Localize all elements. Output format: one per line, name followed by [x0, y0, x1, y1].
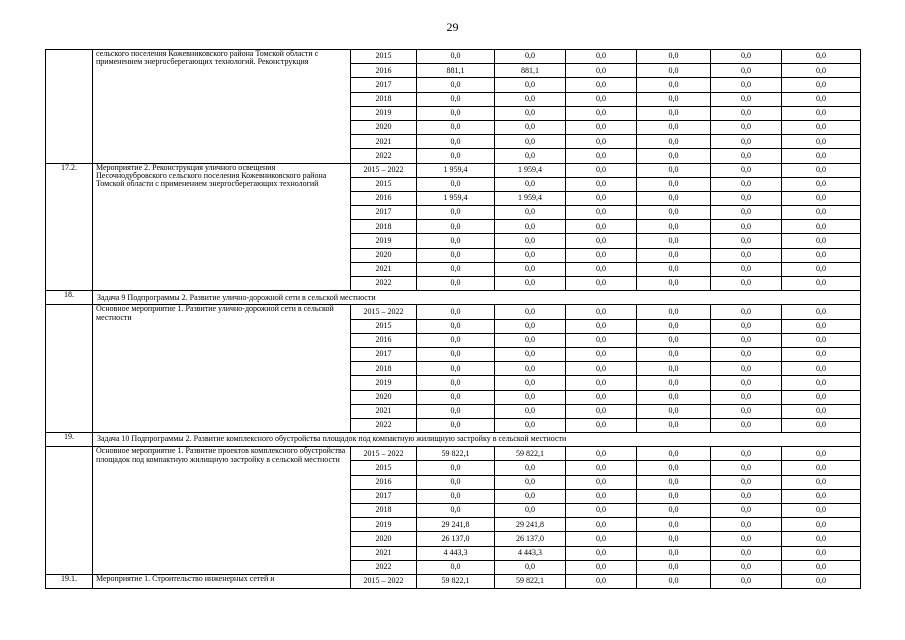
value-cell: 0,0	[637, 447, 711, 461]
value-cell: 0,0	[495, 206, 566, 220]
value-cell: 0,0	[495, 220, 566, 234]
value-cell: 0,0	[637, 390, 711, 404]
value-cell: 0,0	[782, 64, 861, 78]
value-cell: 0,0	[566, 376, 637, 390]
value-cell: 0,0	[417, 135, 495, 149]
value-cell: 0,0	[782, 347, 861, 361]
value-cell: 0,0	[711, 50, 782, 64]
value-cell: 0,0	[637, 518, 711, 532]
task-row	[46, 433, 861, 447]
value-cell: 0,0	[782, 120, 861, 134]
year-cell: 2015 – 2022	[351, 574, 417, 588]
value-cell: 0,0	[417, 504, 495, 518]
row-number: 18.	[46, 291, 93, 305]
value-cell: 0,0	[711, 92, 782, 106]
year-cell: 2018	[351, 220, 417, 234]
value-cell: 0,0	[711, 333, 782, 347]
row-number: 19.	[46, 433, 93, 447]
value-cell: 0,0	[637, 333, 711, 347]
value-cell: 0,0	[495, 50, 566, 64]
value-cell: 0,0	[637, 574, 711, 588]
year-cell: 2020	[351, 390, 417, 404]
task-title: Задача 10 Подпрограммы 2. Развитие комплексного обустройства площадок под компактную жилищную застройку в сельской местности	[93, 433, 861, 447]
value-cell: 0,0	[782, 376, 861, 390]
value-cell: 0,0	[711, 376, 782, 390]
value-cell: 0,0	[782, 50, 861, 64]
value-cell: 0,0	[566, 50, 637, 64]
value-cell: 0,0	[417, 390, 495, 404]
value-cell: 1 959,4	[417, 191, 495, 205]
table-row	[46, 447, 861, 461]
value-cell: 0,0	[417, 234, 495, 248]
value-cell: 0,0	[711, 560, 782, 574]
value-cell: 0,0	[782, 504, 861, 518]
value-cell: 0,0	[782, 277, 861, 291]
value-cell: 0,0	[782, 262, 861, 276]
value-cell: 0,0	[711, 163, 782, 177]
value-cell: 0,0	[637, 376, 711, 390]
value-cell: 0,0	[711, 475, 782, 489]
value-cell: 0,0	[417, 92, 495, 106]
value-cell: 0,0	[495, 120, 566, 134]
row-number	[46, 305, 93, 433]
value-cell: 0,0	[495, 177, 566, 191]
value-cell: 0,0	[417, 489, 495, 503]
value-cell: 0,0	[566, 560, 637, 574]
value-cell: 0,0	[417, 461, 495, 475]
value-cell: 0,0	[637, 120, 711, 134]
value-cell: 0,0	[637, 177, 711, 191]
value-cell: 0,0	[417, 50, 495, 64]
value-cell: 0,0	[566, 390, 637, 404]
value-cell: 0,0	[637, 149, 711, 163]
value-cell: 0,0	[417, 106, 495, 120]
program-funding-table	[45, 49, 861, 589]
value-cell: 0,0	[711, 461, 782, 475]
value-cell: 0,0	[495, 262, 566, 276]
activity-title: сельского поселения Кожевниковского района Томской области с применением энергосберегающих технологий. Реконструкция	[93, 50, 351, 164]
value-cell: 0,0	[417, 418, 495, 432]
value-cell: 0,0	[566, 504, 637, 518]
value-cell: 0,0	[495, 347, 566, 361]
year-cell: 2020	[351, 532, 417, 546]
value-cell: 0,0	[711, 305, 782, 319]
value-cell: 0,0	[566, 135, 637, 149]
year-cell: 2015	[351, 461, 417, 475]
value-cell: 0,0	[566, 305, 637, 319]
value-cell: 0,0	[711, 546, 782, 560]
value-cell: 0,0	[495, 234, 566, 248]
year-cell: 2017	[351, 78, 417, 92]
value-cell: 0,0	[566, 574, 637, 588]
value-cell: 0,0	[566, 418, 637, 432]
value-cell: 0,0	[782, 305, 861, 319]
value-cell: 0,0	[637, 206, 711, 220]
value-cell: 0,0	[566, 404, 637, 418]
value-cell: 59 822,1	[495, 447, 566, 461]
value-cell: 0,0	[637, 489, 711, 503]
value-cell: 0,0	[782, 574, 861, 588]
row-number	[46, 447, 93, 575]
value-cell: 0,0	[711, 191, 782, 205]
table-row	[46, 50, 861, 64]
value-cell: 0,0	[711, 418, 782, 432]
value-cell: 0,0	[495, 135, 566, 149]
value-cell: 0,0	[566, 248, 637, 262]
value-cell: 0,0	[566, 163, 637, 177]
value-cell: 0,0	[782, 149, 861, 163]
value-cell: 0,0	[495, 404, 566, 418]
value-cell: 0,0	[417, 305, 495, 319]
value-cell: 0,0	[711, 518, 782, 532]
value-cell: 0,0	[782, 319, 861, 333]
value-cell: 4 443,3	[495, 546, 566, 560]
value-cell: 0,0	[637, 163, 711, 177]
value-cell: 0,0	[566, 191, 637, 205]
year-cell: 2019	[351, 106, 417, 120]
value-cell: 0,0	[711, 135, 782, 149]
value-cell: 0,0	[566, 319, 637, 333]
value-cell: 0,0	[711, 248, 782, 262]
year-cell: 2015 – 2022	[351, 447, 417, 461]
value-cell: 0,0	[637, 220, 711, 234]
value-cell: 0,0	[566, 447, 637, 461]
value-cell: 0,0	[637, 191, 711, 205]
value-cell: 0,0	[711, 447, 782, 461]
value-cell: 59 822,1	[417, 447, 495, 461]
value-cell: 0,0	[782, 177, 861, 191]
value-cell: 0,0	[637, 546, 711, 560]
value-cell: 0,0	[782, 78, 861, 92]
year-cell: 2022	[351, 418, 417, 432]
value-cell: 0,0	[495, 78, 566, 92]
value-cell: 0,0	[566, 206, 637, 220]
value-cell: 0,0	[417, 149, 495, 163]
value-cell: 0,0	[495, 248, 566, 262]
value-cell: 59 822,1	[417, 574, 495, 588]
value-cell: 0,0	[711, 319, 782, 333]
value-cell: 0,0	[637, 532, 711, 546]
value-cell: 0,0	[495, 319, 566, 333]
value-cell: 0,0	[566, 78, 637, 92]
value-cell: 0,0	[782, 248, 861, 262]
value-cell: 0,0	[711, 262, 782, 276]
year-cell: 2017	[351, 347, 417, 361]
value-cell: 0,0	[637, 418, 711, 432]
value-cell: 0,0	[782, 475, 861, 489]
value-cell: 0,0	[495, 149, 566, 163]
value-cell: 29 241,8	[495, 518, 566, 532]
year-cell: 2020	[351, 120, 417, 134]
value-cell: 0,0	[495, 106, 566, 120]
year-cell: 2016	[351, 333, 417, 347]
value-cell: 0,0	[566, 106, 637, 120]
value-cell: 0,0	[566, 262, 637, 276]
year-cell: 2022	[351, 277, 417, 291]
value-cell: 0,0	[782, 106, 861, 120]
activity-title: Основное мероприятие 1. Развитие проектов комплексного обустройства площадок под компактную жилищную застройку в сельской местности	[93, 447, 351, 575]
value-cell: 0,0	[495, 92, 566, 106]
value-cell: 4 443,3	[417, 546, 495, 560]
value-cell: 0,0	[637, 404, 711, 418]
value-cell: 0,0	[782, 234, 861, 248]
value-cell: 0,0	[711, 120, 782, 134]
year-cell: 2015	[351, 177, 417, 191]
value-cell: 1 959,4	[417, 163, 495, 177]
value-cell: 0,0	[782, 191, 861, 205]
value-cell: 0,0	[637, 248, 711, 262]
value-cell: 0,0	[711, 362, 782, 376]
value-cell: 0,0	[495, 418, 566, 432]
value-cell: 26 137,0	[495, 532, 566, 546]
value-cell: 0,0	[417, 120, 495, 134]
value-cell: 0,0	[637, 262, 711, 276]
value-cell: 0,0	[711, 106, 782, 120]
value-cell: 0,0	[566, 532, 637, 546]
year-cell: 2019	[351, 376, 417, 390]
year-cell: 2018	[351, 504, 417, 518]
value-cell: 0,0	[417, 248, 495, 262]
year-cell: 2021	[351, 404, 417, 418]
year-cell: 2018	[351, 362, 417, 376]
year-cell: 2015 – 2022	[351, 305, 417, 319]
value-cell: 26 137,0	[417, 532, 495, 546]
row-number	[46, 50, 93, 164]
value-cell: 0,0	[495, 362, 566, 376]
value-cell: 0,0	[711, 404, 782, 418]
value-cell: 0,0	[566, 347, 637, 361]
value-cell: 0,0	[566, 475, 637, 489]
value-cell: 0,0	[417, 277, 495, 291]
value-cell: 0,0	[417, 206, 495, 220]
value-cell: 0,0	[495, 475, 566, 489]
year-cell: 2021	[351, 135, 417, 149]
value-cell: 0,0	[782, 404, 861, 418]
value-cell: 0,0	[637, 347, 711, 361]
value-cell: 0,0	[637, 305, 711, 319]
value-cell: 1 959,4	[495, 191, 566, 205]
value-cell: 0,0	[637, 461, 711, 475]
value-cell: 0,0	[711, 574, 782, 588]
value-cell: 0,0	[782, 206, 861, 220]
year-cell: 2016	[351, 475, 417, 489]
year-cell: 2016	[351, 191, 417, 205]
value-cell: 0,0	[782, 518, 861, 532]
year-cell: 2020	[351, 248, 417, 262]
value-cell: 59 822,1	[495, 574, 566, 588]
value-cell: 0,0	[566, 362, 637, 376]
value-cell: 0,0	[495, 560, 566, 574]
value-cell: 0,0	[637, 64, 711, 78]
value-cell: 0,0	[495, 277, 566, 291]
value-cell: 0,0	[566, 489, 637, 503]
value-cell: 0,0	[711, 234, 782, 248]
value-cell: 0,0	[566, 92, 637, 106]
year-cell: 2018	[351, 92, 417, 106]
value-cell: 0,0	[711, 177, 782, 191]
table-row	[46, 574, 861, 588]
value-cell: 0,0	[637, 277, 711, 291]
value-cell: 0,0	[711, 489, 782, 503]
value-cell: 0,0	[566, 546, 637, 560]
value-cell: 0,0	[782, 546, 861, 560]
table-row	[46, 305, 861, 319]
activity-title: Мероприятие 2. Реконструкция уличного освещения Песочнодубровского сельского поселения Кожевниковского района Томской области с применением энергосберегающих технологий	[93, 163, 351, 291]
value-cell: 0,0	[711, 347, 782, 361]
value-cell: 0,0	[495, 489, 566, 503]
value-cell: 0,0	[637, 92, 711, 106]
value-cell: 881,1	[495, 64, 566, 78]
activity-title: Основное мероприятие 1. Развитие улично-дорожной сети в сельской местности	[93, 305, 351, 433]
row-number: 17.2.	[46, 163, 93, 291]
value-cell: 0,0	[637, 106, 711, 120]
value-cell: 0,0	[637, 319, 711, 333]
value-cell: 0,0	[782, 390, 861, 404]
value-cell: 0,0	[566, 220, 637, 234]
value-cell: 0,0	[566, 234, 637, 248]
value-cell: 0,0	[495, 305, 566, 319]
year-cell: 2022	[351, 560, 417, 574]
value-cell: 0,0	[637, 135, 711, 149]
value-cell: 0,0	[417, 560, 495, 574]
value-cell: 0,0	[495, 376, 566, 390]
value-cell: 0,0	[782, 461, 861, 475]
value-cell: 0,0	[417, 376, 495, 390]
value-cell: 0,0	[711, 64, 782, 78]
year-cell: 2016	[351, 64, 417, 78]
value-cell: 0,0	[417, 475, 495, 489]
value-cell: 0,0	[782, 560, 861, 574]
value-cell: 0,0	[782, 362, 861, 376]
year-cell: 2021	[351, 262, 417, 276]
page-number: 29	[446, 20, 459, 34]
activity-title: Мероприятие 1. Строительство инженерных сетей и	[93, 574, 351, 588]
value-cell: 0,0	[711, 149, 782, 163]
task-title: Задача 9 Подпрограммы 2. Развитие улично-дорожной сети в сельской местности	[93, 291, 861, 305]
value-cell: 0,0	[637, 362, 711, 376]
value-cell: 0,0	[711, 206, 782, 220]
value-cell: 0,0	[566, 277, 637, 291]
value-cell: 29 241,8	[417, 518, 495, 532]
year-cell: 2015 – 2022	[351, 163, 417, 177]
value-cell: 0,0	[637, 234, 711, 248]
value-cell: 0,0	[711, 277, 782, 291]
value-cell: 0,0	[495, 504, 566, 518]
value-cell: 0,0	[417, 262, 495, 276]
year-cell: 2019	[351, 234, 417, 248]
value-cell: 0,0	[566, 120, 637, 134]
table-row	[46, 163, 861, 177]
value-cell: 0,0	[711, 532, 782, 546]
value-cell: 0,0	[637, 78, 711, 92]
value-cell: 0,0	[566, 518, 637, 532]
value-cell: 0,0	[782, 489, 861, 503]
value-cell: 1 959,4	[495, 163, 566, 177]
value-cell: 0,0	[782, 92, 861, 106]
value-cell: 0,0	[566, 149, 637, 163]
value-cell: 0,0	[417, 78, 495, 92]
value-cell: 0,0	[566, 64, 637, 78]
year-cell: 2017	[351, 489, 417, 503]
value-cell: 0,0	[782, 135, 861, 149]
value-cell: 0,0	[782, 447, 861, 461]
value-cell: 0,0	[637, 50, 711, 64]
value-cell: 0,0	[566, 177, 637, 191]
value-cell: 0,0	[711, 390, 782, 404]
year-cell: 2017	[351, 206, 417, 220]
value-cell: 0,0	[782, 532, 861, 546]
value-cell: 0,0	[417, 347, 495, 361]
value-cell: 0,0	[566, 461, 637, 475]
year-cell: 2015	[351, 319, 417, 333]
value-cell: 0,0	[417, 319, 495, 333]
year-cell: 2021	[351, 546, 417, 560]
value-cell: 0,0	[495, 390, 566, 404]
task-row	[46, 291, 861, 305]
value-cell: 0,0	[495, 333, 566, 347]
value-cell: 0,0	[417, 220, 495, 234]
value-cell: 0,0	[782, 220, 861, 234]
value-cell: 0,0	[417, 333, 495, 347]
value-cell: 0,0	[637, 475, 711, 489]
value-cell: 0,0	[782, 418, 861, 432]
row-number: 19.1.	[46, 574, 93, 588]
value-cell: 0,0	[637, 504, 711, 518]
value-cell: 0,0	[782, 333, 861, 347]
value-cell: 0,0	[711, 78, 782, 92]
value-cell: 0,0	[417, 177, 495, 191]
year-cell: 2022	[351, 149, 417, 163]
value-cell: 0,0	[566, 333, 637, 347]
value-cell: 0,0	[637, 560, 711, 574]
value-cell: 0,0	[711, 220, 782, 234]
value-cell: 881,1	[417, 64, 495, 78]
value-cell: 0,0	[782, 163, 861, 177]
value-cell: 0,0	[495, 461, 566, 475]
value-cell: 0,0	[417, 362, 495, 376]
value-cell: 0,0	[711, 504, 782, 518]
value-cell: 0,0	[417, 404, 495, 418]
year-cell: 2015	[351, 50, 417, 64]
year-cell: 2019	[351, 518, 417, 532]
